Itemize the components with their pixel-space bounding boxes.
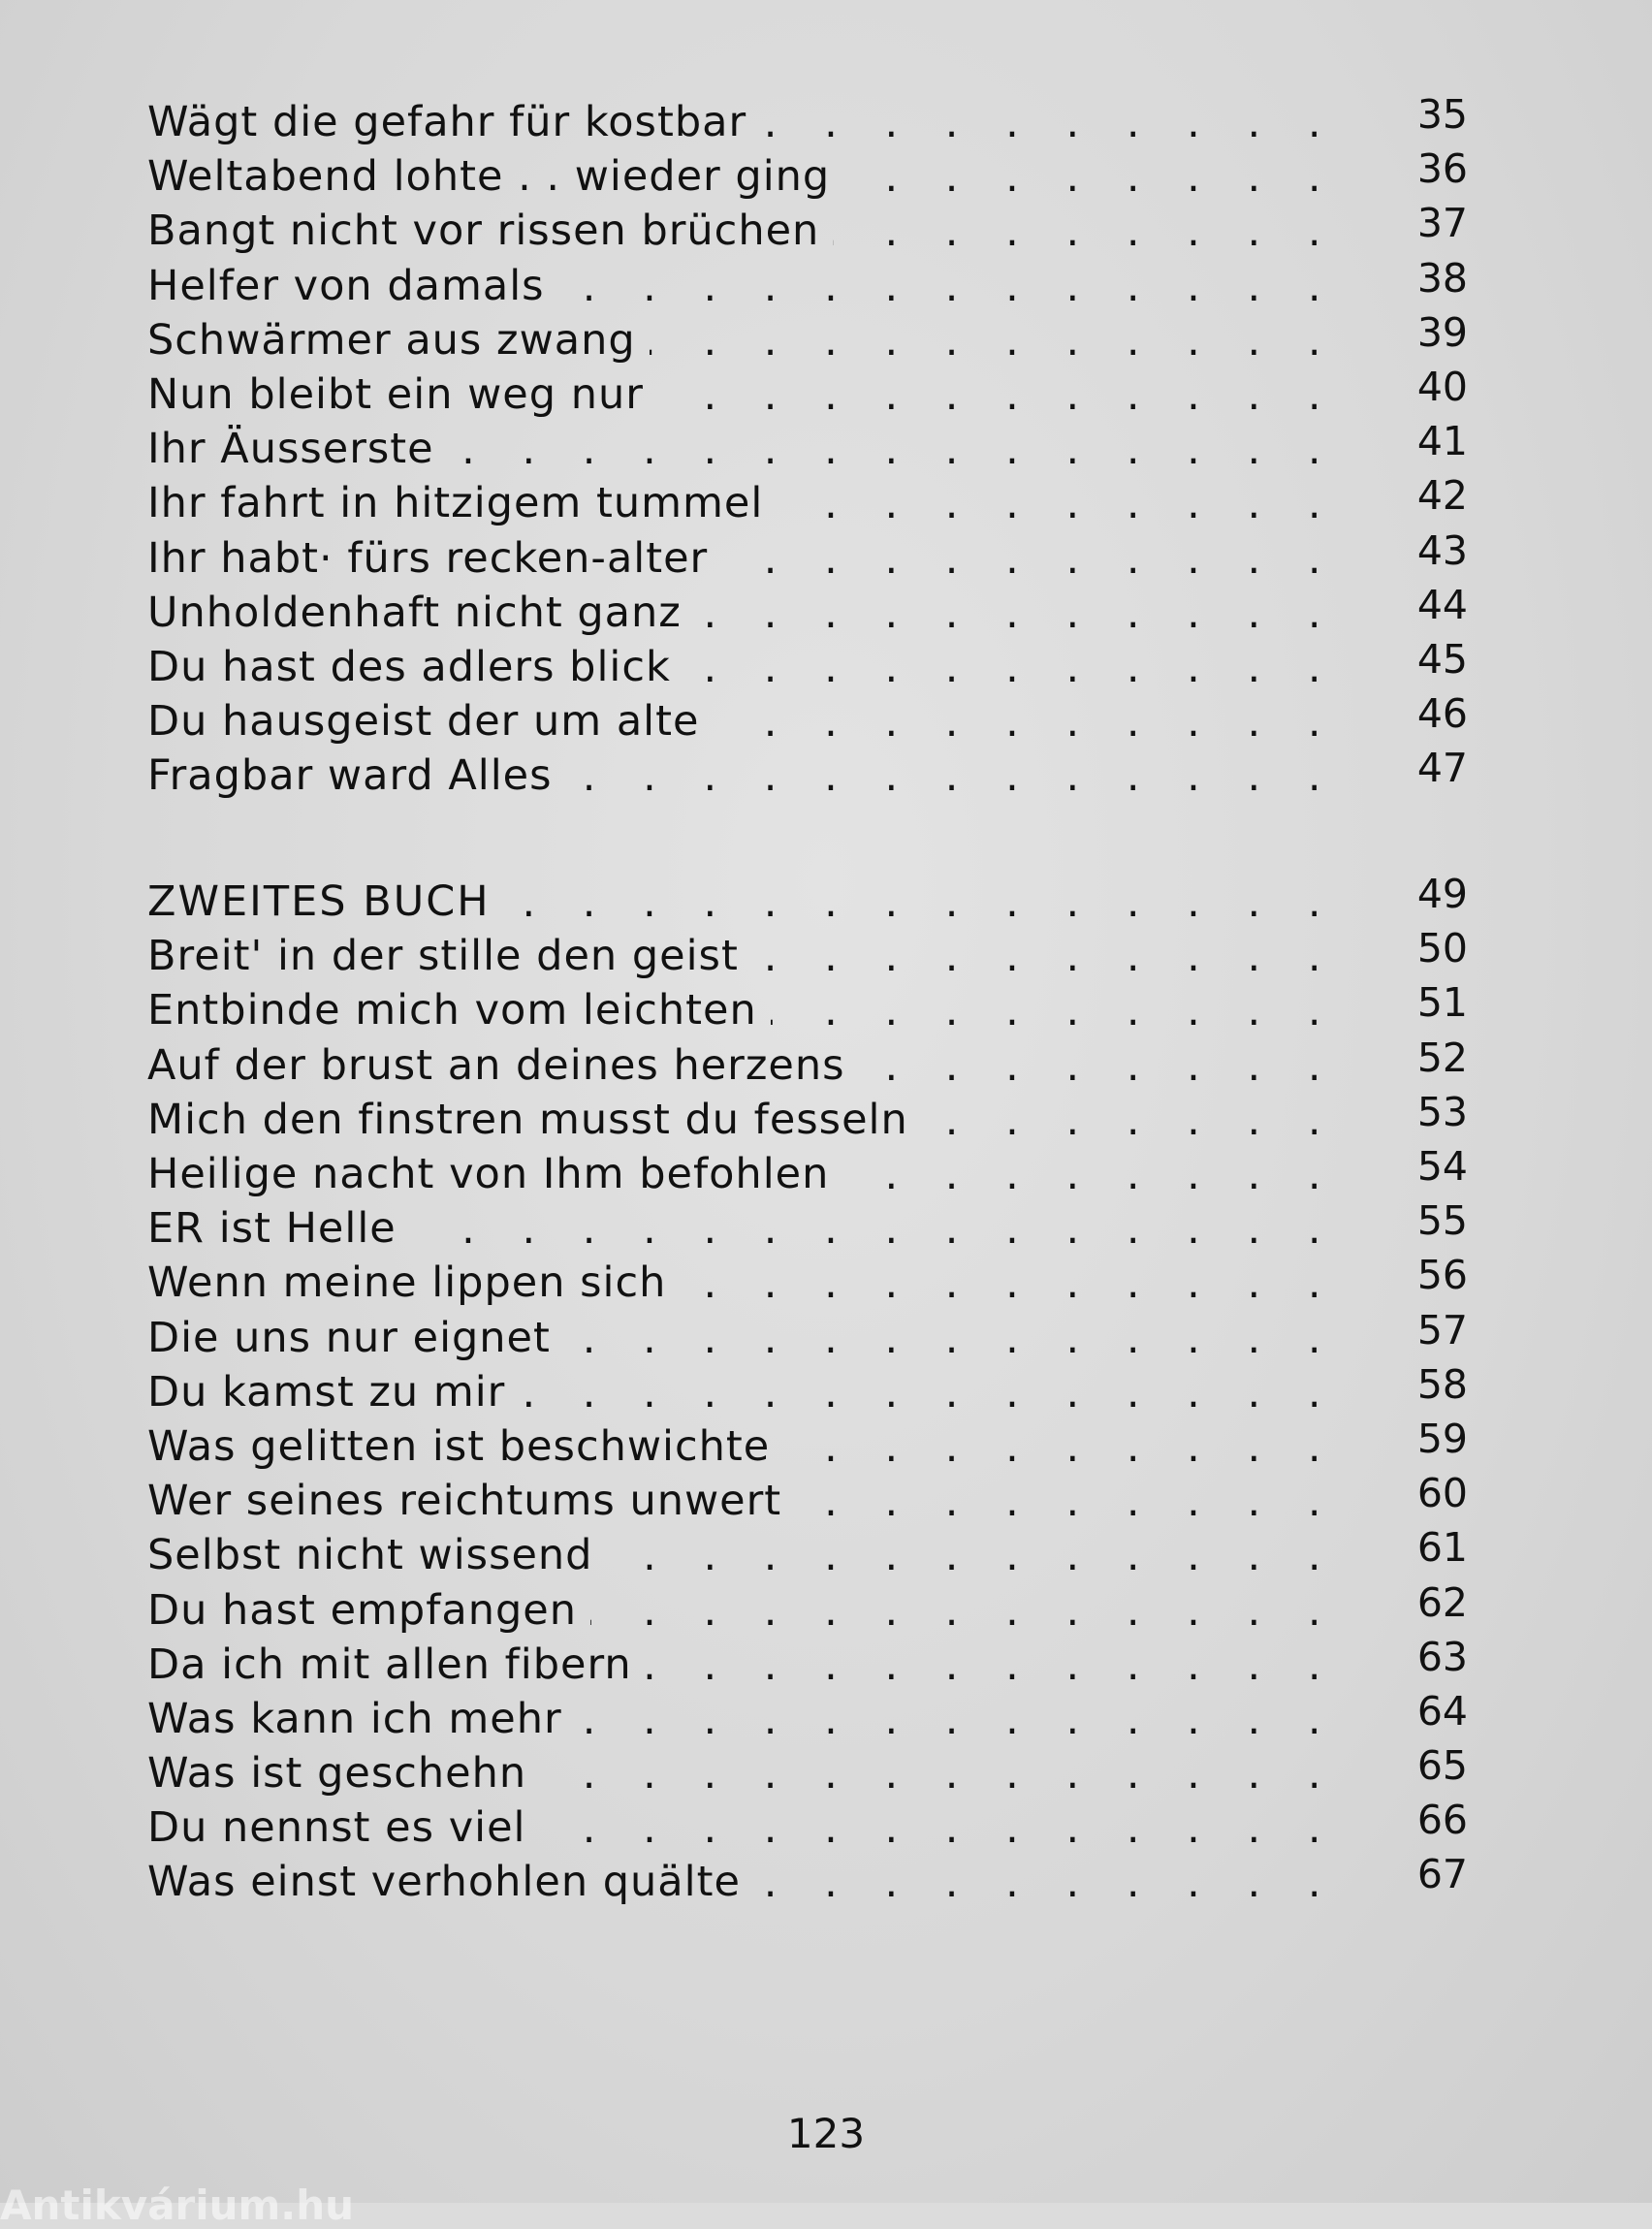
dot-leader [695, 586, 1396, 640]
toc-entry-title: Breit' in der stille den geist [147, 932, 739, 981]
toc-entry [147, 1851, 1468, 1909]
section-heading-page: 49 [1416, 871, 1468, 918]
toc-entry-title: Da ich mit allen fibern [147, 1640, 632, 1689]
dot-leader [448, 422, 1396, 476]
toc-entry [147, 308, 1468, 367]
toc-entry-page: 51 [1416, 979, 1468, 1027]
toc-book-two [147, 871, 1468, 1910]
dot-leader [713, 694, 1396, 748]
toc-entry-title: Du hast des adlers blick [147, 642, 671, 691]
toc-entry [147, 1742, 1468, 1800]
toc-entry-page: 63 [1416, 1633, 1468, 1680]
toc-entry [147, 1633, 1468, 1692]
dot-leader [922, 1093, 1396, 1147]
dot-leader [680, 1256, 1396, 1310]
toc-entry-page: 58 [1416, 1360, 1468, 1408]
toc-entry [147, 1524, 1468, 1582]
toc-entry-title: Ihr Äusserste [147, 425, 434, 474]
toc-entry-title: Wer seines reichtums unwert [147, 1477, 782, 1526]
toc-entry [147, 1470, 1468, 1528]
dot-leader [564, 1311, 1396, 1365]
toc-entry [147, 145, 1468, 204]
toc-entry-title: Bangt nicht vor rissen brüchen [147, 207, 820, 256]
toc-entry [147, 635, 1468, 694]
watermark-text: Antikvárium.hu [0, 2181, 355, 2229]
dot-leader [504, 875, 1396, 929]
dot-leader [752, 929, 1396, 983]
toc-entry-title: Helfer von damals [147, 261, 545, 310]
dot-leader [859, 1038, 1396, 1093]
toc-entry [147, 91, 1468, 149]
toc-entry-title: Ihr habt· fürs recken-alter [147, 533, 709, 583]
dot-leader [657, 367, 1396, 422]
toc-entry-title: Die uns nur eignet [147, 1313, 551, 1362]
toc-entry [147, 1687, 1468, 1746]
toc-entry-page: 50 [1416, 925, 1468, 972]
toc-entry [147, 1034, 1468, 1093]
toc-entry-page: 67 [1416, 1851, 1468, 1898]
toc-entry-title: Was ist geschehn [147, 1749, 527, 1799]
toc-entry-title: Auf der brust an deines herzens [147, 1040, 845, 1090]
toc-entry [147, 526, 1468, 586]
dot-leader [566, 748, 1397, 803]
dot-leader [558, 259, 1396, 313]
section-heading-title: ZWEITES BUCH [147, 877, 491, 927]
toc-entry-page: 38 [1416, 254, 1468, 302]
dot-leader [684, 640, 1396, 694]
toc-entry-title: Du hausgeist der um alte [147, 697, 700, 747]
toc-entry-page: 40 [1416, 364, 1468, 411]
toc-entry-page: 57 [1416, 1306, 1468, 1353]
toc-entry-page: 39 [1416, 308, 1468, 356]
toc-entry-page: 41 [1416, 418, 1468, 465]
toc-entry-page: 61 [1416, 1524, 1468, 1572]
toc-entry [147, 254, 1468, 313]
toc-entry [147, 472, 1468, 530]
dot-leader [410, 1201, 1396, 1256]
page-number: 123 [786, 2110, 866, 2157]
dot-leader [843, 149, 1396, 204]
toc-entry-page: 66 [1416, 1797, 1468, 1844]
section-heading [147, 871, 1468, 929]
toc-entry [147, 745, 1468, 803]
toc-entry-title: Schwärmer aus zwang [147, 315, 636, 365]
toc-entry [147, 1197, 1468, 1256]
toc-entry [147, 925, 1468, 983]
toc-entry-page: 65 [1416, 1742, 1468, 1790]
dot-leader [777, 476, 1396, 530]
toc-entry-title: Was einst verhohlen quälte [147, 1858, 741, 1907]
toc-entry-page: 64 [1416, 1687, 1468, 1735]
toc-entry-title: Weltabend lohte . . wieder ging [147, 152, 831, 202]
toc-entry [147, 1306, 1468, 1365]
toc-entry-title: Wägt die gefahr für kostbar [147, 98, 747, 147]
dot-leader [606, 1528, 1396, 1582]
dot-leader [540, 1800, 1397, 1855]
dot-leader [721, 531, 1396, 586]
toc-entry-page: 60 [1416, 1470, 1468, 1517]
toc-entry-page: 44 [1416, 581, 1468, 628]
toc-book-one [147, 91, 1468, 803]
toc-entry-title: Selbst nicht wissend [147, 1531, 593, 1580]
dot-leader [771, 983, 1396, 1037]
dot-leader [795, 1474, 1396, 1528]
toc-entry-title: ER ist Helle [147, 1204, 397, 1254]
toc-entry-page: 43 [1416, 526, 1468, 574]
dot-leader [842, 1147, 1396, 1201]
toc-entry-page: 52 [1416, 1034, 1468, 1081]
toc-entry-title: Du kamst zu mir [147, 1367, 506, 1417]
toc-entry-title: Wenn meine lippen sich [147, 1258, 667, 1308]
toc-entry-page: 54 [1416, 1143, 1468, 1191]
toc-entry-title: Was gelitten ist beschwichte [147, 1421, 771, 1471]
dot-leader [833, 204, 1396, 258]
toc-entry-title: Nun bleibt ein weg nur [147, 370, 644, 420]
toc-entry-title: Du nennst es viel [147, 1803, 526, 1853]
toc-entry-page: 35 [1416, 91, 1468, 139]
toc-entry-page: 59 [1416, 1415, 1468, 1462]
toc-entry-page: 36 [1416, 145, 1468, 193]
toc-entry [147, 1143, 1468, 1201]
toc-entry-page: 53 [1416, 1088, 1468, 1135]
toc-entry-title: Fragbar ward Alles [147, 751, 553, 801]
toc-entry-page: 56 [1416, 1252, 1468, 1299]
toc-entry-page: 45 [1416, 635, 1468, 683]
toc-entry [147, 1252, 1468, 1310]
toc-entry-page: 47 [1416, 745, 1468, 792]
toc-entry-title: Heilige nacht von Ihm befohlen [147, 1150, 830, 1199]
dot-leader [760, 95, 1396, 149]
toc-entry [147, 581, 1468, 640]
toc-entry-page: 55 [1416, 1197, 1468, 1245]
toc-entry-page: 46 [1416, 690, 1468, 738]
toc-entry-title: Unholdenhaft nicht ganz [147, 588, 682, 637]
dot-leader [754, 1855, 1396, 1909]
toc-entry [147, 1088, 1468, 1147]
toc-entry [147, 200, 1468, 258]
toc-entry [147, 1797, 1468, 1855]
toc-entry-page: 62 [1416, 1578, 1468, 1626]
dot-leader [540, 1746, 1396, 1800]
toc-entry [147, 690, 1468, 748]
toc-entry [147, 1415, 1468, 1474]
toc-entry [147, 418, 1468, 476]
toc-entry-page: 42 [1416, 472, 1468, 520]
dot-leader [576, 1692, 1396, 1746]
toc-entry-page: 37 [1416, 200, 1468, 247]
dot-leader [646, 1638, 1396, 1692]
toc-entry-title: Du hast empfangen [147, 1585, 577, 1635]
toc-entry-title: Ihr fahrt in hitzigem tummel [147, 479, 764, 528]
toc-entry-title: Was kann ich mehr [147, 1694, 562, 1743]
dot-leader [783, 1419, 1396, 1474]
toc-entry [147, 1578, 1468, 1637]
toc-entry [147, 1360, 1468, 1419]
dot-leader [590, 1583, 1396, 1638]
toc-entry-title: Mich den finstren musst du fesseln [147, 1095, 908, 1144]
toc-entry-title: Entbinde mich vom leichten [147, 986, 757, 1035]
dot-leader [519, 1365, 1396, 1419]
toc-entry [147, 979, 1468, 1037]
dot-leader [650, 313, 1396, 367]
toc-entry [147, 364, 1468, 422]
